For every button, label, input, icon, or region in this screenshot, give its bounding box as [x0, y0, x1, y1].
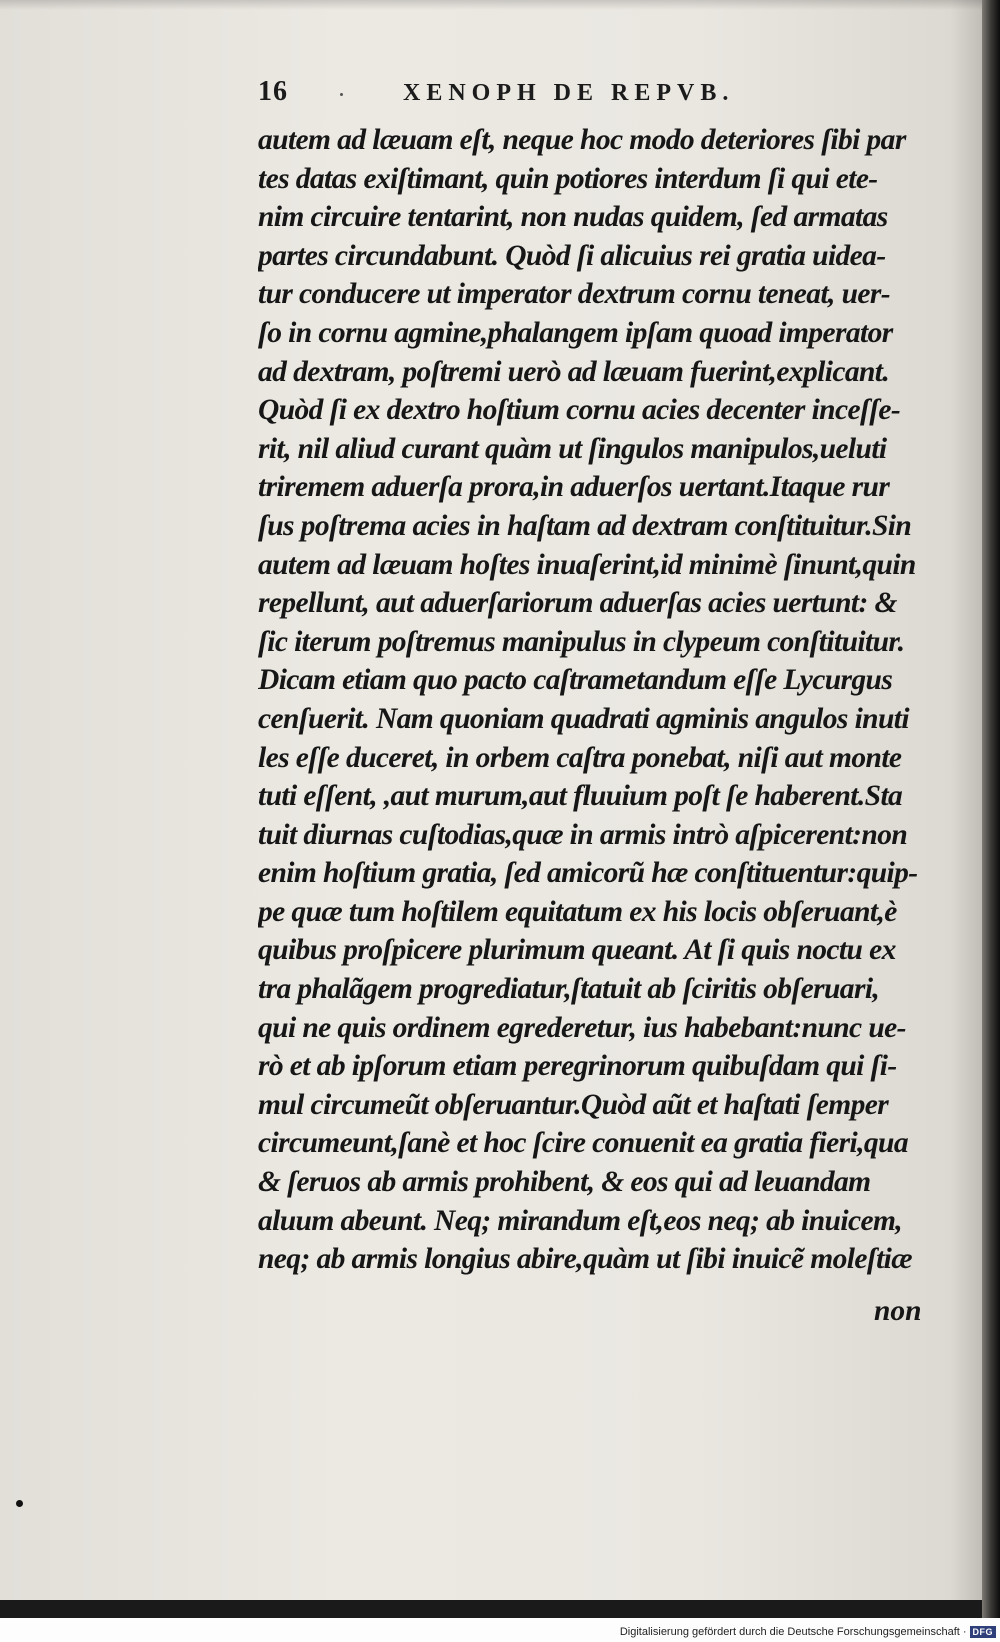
text-line: ſo in cornu agmine,phalangem ipſam quoad imperator — [258, 316, 893, 349]
catchword: non — [874, 1295, 922, 1327]
book-spine-edge — [982, 0, 1000, 1618]
text-line: rò et ab ipſorum etiam peregrinorum quibuſdam qui ſi- — [258, 1050, 897, 1083]
text-line: autem ad læuam eſt, neque hoc modo deteriores ſibi par — [258, 124, 906, 156]
text-line: tra phalãgem progrediatur,ſtatuit ab ſciritis obſeruari, — [258, 973, 880, 1006]
text-line: quibus proſpicere plurimum queant. At ſi quis noctu ex — [258, 934, 896, 967]
text-line: triremem aduerſa prora,in aduerſos uertant.Itaque rur — [258, 471, 890, 504]
text-line: ſic iterum poſtremus manipulus in clypeum conſtituitur. — [258, 625, 905, 658]
text-line: partes circundabunt. Quòd ſi alicuius rei gratia uidea- — [258, 239, 886, 272]
text-line: enim hoſtium gratia, ſed amicorũ hæ conſtituentur:quip- — [258, 857, 918, 890]
text-line: cenſuerit. Nam quoniam quadrati agminis angulos inuti — [258, 702, 909, 735]
text-line: tes datas exiſtimant, quin potiores interdum ſi qui ete- — [258, 162, 878, 195]
text-line: circumeunt,ſanè et hoc ſcire conuenit ea gratia fieri,qua — [258, 1127, 909, 1160]
text-line: nim circuire tentarint, non nudas quidem, ſed armatas — [258, 201, 888, 234]
page-header — [258, 76, 778, 112]
text-line: les eſſe duceret, in orbem caſtra ponebat, niſi aut monte — [258, 741, 902, 774]
text-line: pe quæ tum hoſtilem equitatum ex his locis obſeruant,è — [258, 895, 897, 928]
credit-text: Digitalisierung gefördert durch die Deutsche Forschungsgemeinschaft — [619, 1626, 960, 1638]
page-number: 16 — [258, 76, 288, 107]
text-line: autem ad læuam hoſtes inuaſerint,id minimè ſinunt,quin — [258, 548, 916, 581]
text-line: aluum abeunt. Neq; mirandum eſt,eos neq; ab inuicem, — [258, 1204, 903, 1237]
page-shadow — [0, 0, 990, 10]
body-text — [258, 121, 928, 1279]
dfg-logo: DFG — [970, 1626, 997, 1638]
text-line: tuit diurnas cuſtodias,quæ in armis intrò aſpicerent:non — [258, 818, 908, 851]
text-line: Dicam etiam quo pacto caſtrametandum eſſe Lycurgus — [258, 664, 893, 697]
text-line: qui ne quis ordinem egrederetur, ius habebant:nunc ue- — [258, 1011, 906, 1044]
text-line: & ſeruos ab armis prohibent, & eos qui ad leuandam — [258, 1166, 871, 1199]
text-line: tur conducere ut imperator dextrum cornu teneat, uer- — [258, 278, 890, 311]
text-line: mul circumeũt obſeruantur.Quòd aũt et haſtati ſemper — [258, 1088, 889, 1121]
text-line: Quòd ſi ex dextro hoſtium cornu acies decenter inceſſe- — [258, 394, 901, 427]
text-line: ad dextram, poſtremi uerò ad læuam fuerint,explicant. — [258, 355, 890, 388]
text-line: rit, nil aliud curant quàm ut ſingulos manipulos,ueluti — [258, 432, 887, 465]
credit-separator: · — [962, 1626, 967, 1638]
ink-speck — [340, 93, 343, 96]
text-line: tuti eſſent, ,aut murum,aut fluuium poſt ſe haberent.Sta — [258, 780, 903, 813]
text-line: neq; ab armis longius abire,quàm ut ſibi inuicẽ moleſtiæ — [258, 1243, 912, 1276]
digitization-credit — [620, 1624, 996, 1640]
ink-speck — [16, 1500, 23, 1507]
running-head: XENOPH DE REPVB. — [403, 80, 735, 106]
text-line: repellunt, aut aduerſariorum aduerſas acies uertunt: & — [258, 587, 897, 620]
text-line: ſus poſtrema acies in haſtam ad dextram conſtituitur.Sin — [258, 509, 912, 542]
